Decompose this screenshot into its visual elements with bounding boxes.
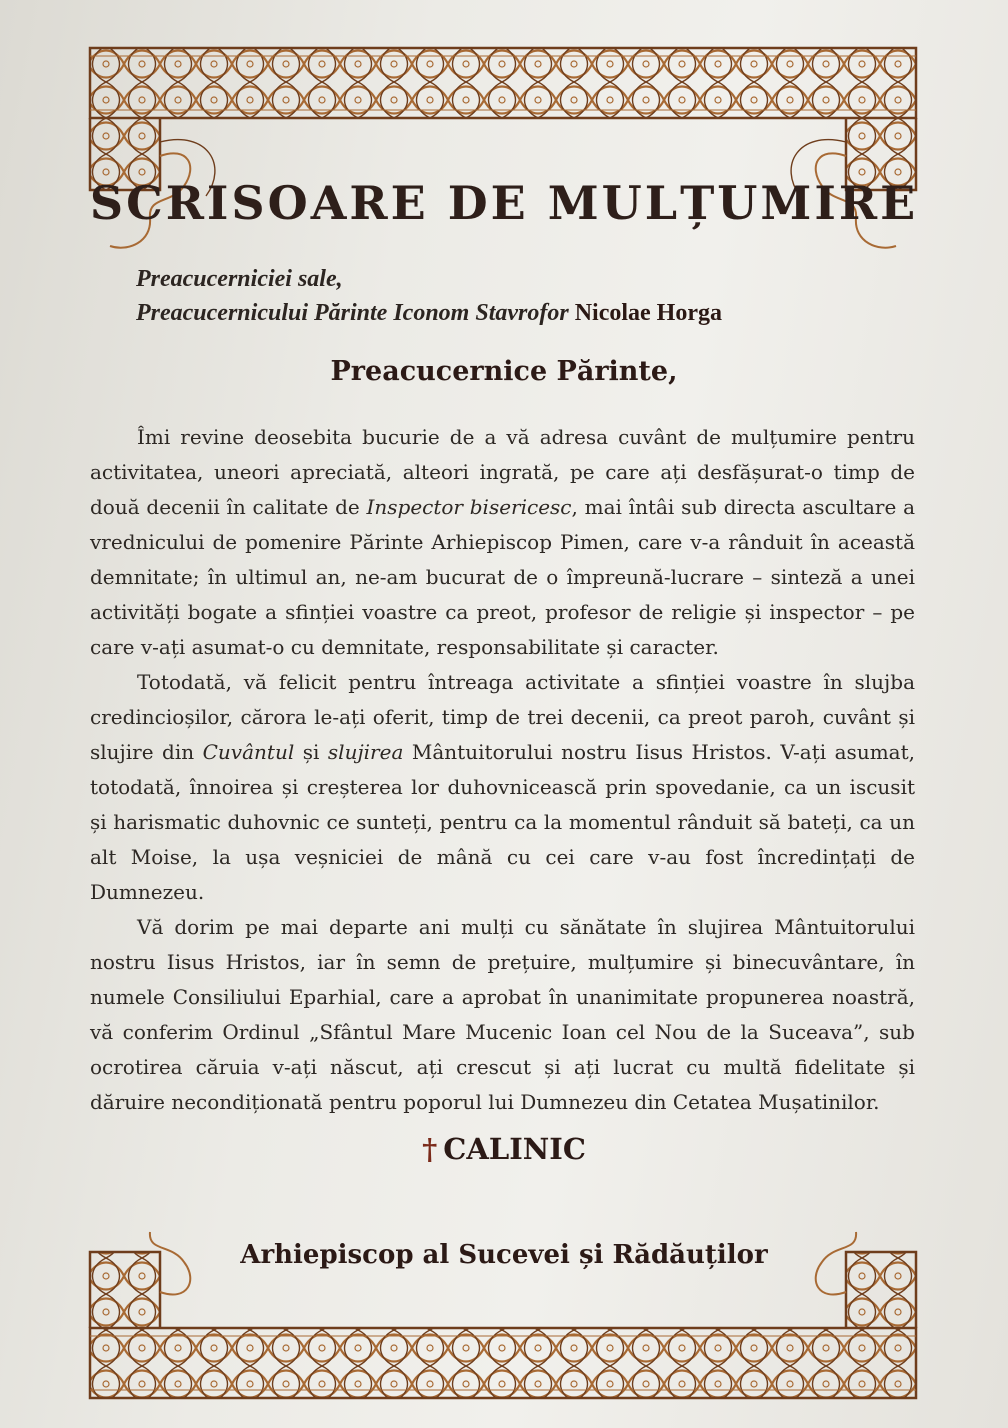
paragraph-1 [90, 420, 915, 665]
salutation: Preacucernice Părinte, [330, 356, 678, 387]
signature-name: CALINIC [443, 1132, 586, 1166]
paragraph-2-text-b: Mântuitorului nostru Iisus Hristos. V-ați asumat, totodată, înnoirea și creșterea lor duhovnicească prin spovedanie, ca un iscusit și harismatic duhovnic ce sunteți, pentru ca la momentul rânduit să bateți, ca un alt Moise, la ușa veșniciei de mână cu cei care v-au fost încredințați de Dumnezeu. [90, 740, 915, 904]
celtic-knot-border-top-icon [88, 46, 918, 266]
paragraph-2-text-mid: și [294, 740, 328, 764]
addressee-block [136, 262, 722, 330]
addressee-name: Nicolae Horga [574, 300, 722, 326]
signature [0, 1132, 1008, 1166]
paragraph-2-emphasis-2: slujirea [327, 740, 404, 764]
paragraph-1-emphasis: Inspector bisericesc [366, 495, 572, 519]
cross-icon: † [422, 1132, 438, 1166]
paragraph-2-emphasis-1: Cuvântul [202, 740, 295, 764]
letter-body [90, 420, 915, 1120]
paragraph-1-text-b: , mai întâi sub directa ascultare a vrednicului de pomenire Părinte Arhiepiscop Pimen, care v-a rânduit în această demnitate; în ultimul an, ne-am bucurat de o împreună-lucrare – sinteză a unei activități bogate a sfinției voastre ca preot, profesor de religie și inspector – pe care v-ați asumat-o cu demnitate, responsabilitate și caracter. [90, 495, 916, 659]
addressee-line-2 [136, 296, 722, 330]
paragraph-2 [90, 665, 915, 910]
paragraph-1-text-a: Îmi revine deosebita bucurie de a vă adresa cuvânt de mulțumire pentru activitatea, uneori apreciată, alteori ingrată, pe care ați desfășurat-o timp de două decenii în calitate de [90, 425, 915, 519]
paragraph-3: Vă dorim pe mai departe ani mulți cu sănătate în slujirea Mântuitorului nostru Iisus Hristos, iar în semn de prețuire, mulțumire și binecuvântare, în numele Consiliului Eparhial, care a aprobat în unanimitate propunerea noastră, vă conferim Ordinul „Sfântul Mare Mucenic Ioan cel Nou de la Suceava”, sub ocrotirea căruia v-ați născut, ați crescut și ați lucrat cu multă fidelitate și dăruire necondiționată pentru poporul lui Dumnezeu din Cetatea Mușatinilor. [90, 915, 915, 1114]
addressee-title: Preacucernicului Părinte Iconom Stavrofor [136, 300, 575, 326]
signature-title: Arhiepiscop al Sucevei și Rădăuților [240, 1240, 768, 1270]
addressee-line-1: Preacucerniciei sale, [136, 266, 343, 292]
page-title: SCRISOARE DE MULȚUMIRE [89, 176, 919, 230]
paragraph-2-text-a: Totodată, vă felicit pentru întreaga activitate a sfinției voastre în slujba credincioșilor, cărora le-ați oferit, timp de trei decenii, ca preot paroh, cuvânt și slujire din [90, 670, 915, 764]
